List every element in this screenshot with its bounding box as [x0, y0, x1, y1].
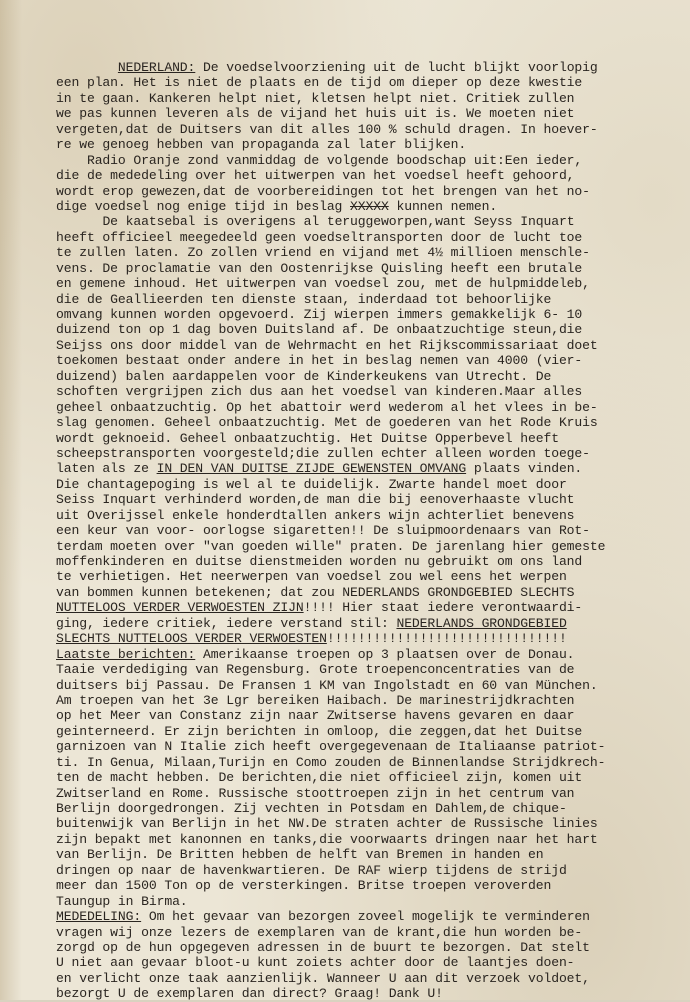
text-line — [56, 508, 660, 523]
text-segment: De voedselvoorziening uit de lucht blijkt voorlopig — [195, 60, 598, 75]
text-line — [56, 894, 660, 909]
text-segment: Taaie verdediging van Regensburg. Grote troepenconcentraties van de — [56, 662, 575, 678]
underlined-text: MEDEDELING: — [56, 909, 142, 925]
text-segment: te verhietigen. Het neerwerpen van voedsel zou wel eens het werpen — [56, 569, 567, 585]
text-segment: !!!!!!!!!!!!!!!!!!!!!!!!!!!!!!! — [326, 631, 567, 647]
text-line — [56, 600, 660, 615]
text-line — [56, 569, 660, 584]
text-line — [56, 292, 660, 307]
text-segment: duizend ton op 1 dag boven Duitsland af. De onbaatzuchtige steun,die — [56, 322, 583, 338]
text-segment: bezorgt U de exemplaren dan direct? Graag! Dank U! — [56, 986, 443, 1002]
text-line — [56, 955, 660, 970]
text-segment: ten de macht hebben. De berichten,die niet officieel zijn, komen uit — [56, 770, 583, 786]
text-segment: en verlicht onze taak aanzienlijk. Wanneer U aan dit verzoek voldoet, — [56, 970, 590, 986]
text-segment: van Berlijn. De Britten hebben de helft van Bremen in handen en — [56, 847, 544, 863]
document-body — [56, 60, 660, 1002]
text-segment: wordt erop gewezen,dat de voorbereidingen tot het brengen van het no- — [56, 183, 590, 199]
text-line — [56, 678, 660, 693]
text-segment: ti. In Genua, Milaan,Turijn en Como zouden de Binnenlandse Strijdkrech- — [56, 754, 606, 770]
text-line — [56, 369, 660, 384]
text-segment: !!!! Hier staat iedere verontwaardi- — [303, 600, 583, 616]
text-segment: dige voedsel nog enige tijd in beslag — [56, 198, 351, 214]
text-line — [56, 415, 660, 430]
text-segment: we pas kunnen leveren als de vijand het huis uit is. We moeten niet — [56, 106, 575, 122]
text-segment: terdam moeten over "van goeden wille" praten. De jarenlang hier gemeste — [56, 538, 606, 554]
text-segment: duitsers bij Passau. De Fransen 1 KM van Ingolstadt en 60 van München. — [56, 677, 598, 693]
text-line — [56, 539, 660, 554]
text-segment: in te gaan. Kankeren helpt niet, kletsen helpt niet. Critiek zullen — [56, 90, 575, 106]
text-segment: dringen op naar de havenkwartieren. De RAF wierp tijdens de strijd — [56, 862, 567, 878]
text-segment: Berlijn doorgedrongen. Zij vechten in Potsdam en Dahlem,de chique- — [56, 801, 567, 816]
text-line — [56, 523, 660, 538]
underlined-text: Laatste berichten: — [56, 646, 196, 662]
text-line — [56, 245, 660, 260]
text-segment: en gemene inhoud. Het uitwerpen van voedsel zou, met de hulpmiddeleb, — [56, 276, 590, 292]
text-line — [56, 693, 660, 708]
text-line — [56, 878, 660, 893]
text-segment: die de mededeling over het uitwerpen van het voedsel heeft gehoord, — [56, 168, 575, 184]
text-segment: uit Overijssel enkele honderdtallen ankers wijn achterliet benevens — [56, 507, 575, 523]
text-line — [56, 647, 660, 662]
text-segment: te zullen laten. Zo zollen vriend en vijand met 4½ millioen menschle- — [56, 245, 590, 261]
text-segment: Zwitserland en Rome. Russische stoottroepen zijn in het centrum van — [56, 785, 575, 801]
text-line — [56, 446, 660, 461]
text-segment: duizend) balen aardappelen voor de Kinderkeukens van Utrecht. De — [56, 368, 552, 384]
text-segment: geheel onbaatzuchtig. Op het abattoir werd wederom al het vlees in be- — [56, 399, 598, 415]
text-line — [56, 786, 660, 801]
text-line — [56, 816, 660, 831]
text-segment: een plan. Het is niet de plaats en de tijd om dieper op deze kwestie — [56, 75, 583, 91]
text-segment: re we genoeg hebben van propaganda zal later blijken. — [56, 137, 467, 153]
text-segment: U niet aan gevaar bloot-u kunt zoiets achter door de laantjes doen- — [56, 955, 575, 971]
text-segment: omvang kunnen worden opgevoerd. Zij wierpen immers gemakkelijk 6- 10 — [56, 307, 583, 322]
text-segment: buitenwijk van Berlijn in het NW.De straten achter de Russische linies — [56, 816, 598, 832]
text-line — [56, 400, 660, 415]
text-segment: De kaatsebal is overigens al teruggeworpen,want Seyss Inquart — [102, 214, 575, 230]
text-line — [56, 739, 660, 754]
text-segment: zorgd op de hun opgegeven adressen in de buurt te bezorgen. Dat stelt — [56, 939, 590, 955]
text-segment: meer dan 1500 Ton op de versterkingen. Britse troepen veroverden — [56, 878, 552, 894]
text-segment: vergeten,dat de Duitsers van dit alles 100 % schuld dragen. In hoever- — [56, 121, 598, 137]
text-line — [56, 631, 660, 646]
text-segment: een keur van voor- oorlogse sigaretten!! De sluipmoordenaars van Rot- — [56, 523, 590, 539]
text-line — [56, 554, 660, 569]
underlined-text: NUTTELOOS VERDER VERWOESTEN ZIJN — [56, 600, 304, 616]
text-line — [56, 662, 660, 677]
text-line — [56, 847, 660, 862]
text-segment: laten als ze — [56, 461, 157, 477]
text-line — [56, 322, 660, 337]
text-line — [56, 708, 660, 723]
text-line — [56, 492, 660, 507]
text-segment: garnizoen van N Italie zich heeft overgegevenaan de Italiaanse patriot- — [56, 739, 606, 755]
text-line — [56, 477, 660, 492]
text-line — [56, 122, 660, 137]
text-segment: vragen wij onze lezers de exemplaren van de krant,die hun worden be- — [56, 924, 583, 940]
text-line — [56, 971, 660, 986]
text-line — [56, 770, 660, 785]
text-line — [56, 431, 660, 446]
struck-text: XXXXX — [350, 198, 389, 214]
text-line — [56, 384, 660, 399]
text-line — [56, 230, 660, 245]
text-line — [56, 276, 660, 291]
text-line — [56, 616, 660, 631]
text-line — [56, 724, 660, 739]
text-segment: van bommen kunnen betekenen; dat zou NEDERLANDS GRONDGEBIED SLECHTS — [56, 584, 575, 600]
text-segment: vens. De proclamatie van den Oostenrijkse Quisling heeft een brutale — [56, 260, 583, 276]
text-segment: schoften vergrijpen zich dus aan het voedsel van kinderen.Maar alles — [56, 384, 583, 400]
text-segment: ging, iedere critiek, iedere verstand stil: — [56, 615, 397, 631]
text-segment: Om het gevaar van bezorgen zoveel mogelijk te verminderen — [141, 909, 590, 925]
underlined-text: NEDERLAND: — [117, 60, 196, 75]
text-line — [56, 940, 660, 955]
underlined-text: IN DEN VAN DUITSE ZIJDE GEWENSTEN OMVANG — [156, 461, 467, 477]
text-line — [56, 338, 660, 353]
text-segment: moffenkinderen en duitse dienstmeiden worden nu gebruikt om ons land — [56, 554, 583, 569]
text-segment: wordt geknoeid. Geheel onbaatzuchtig. Het Duitse Opperbevel heeft — [56, 430, 559, 446]
text-line — [56, 755, 660, 770]
text-segment: kunnen nemen. — [388, 198, 498, 214]
text-segment: zijn bepakt met kanonnen en tanks,die voorwaarts dringen naar het hart — [56, 831, 598, 847]
text-segment: Taungup in Birma. — [56, 893, 188, 909]
text-line — [56, 353, 660, 368]
text-line — [56, 832, 660, 847]
text-segment: Seijss ons door middel van de Wehrmacht en het Rijkscommissariaat doet — [56, 337, 598, 353]
text-line — [56, 91, 660, 106]
text-segment: Radio Oranje zond vanmiddag de volgende boodschap uit:Een ieder, — [86, 152, 583, 168]
text-line — [56, 199, 660, 214]
text-line — [56, 909, 660, 924]
text-line — [56, 986, 660, 1001]
text-segment: toekomen bestaat onder andere in het in beslag nemen van 4000 (vier- — [56, 353, 583, 369]
underlined-text: SLECHTS NUTTELOOS VERDER VERWOESTEN — [56, 631, 327, 647]
text-segment: op het Meer van Constanz zijn naar Zwitserse havens gevaren en daar — [56, 708, 575, 724]
text-segment: die de Geallieerden ten dienste staan, inderdaad tot behoorlijke — [56, 291, 552, 307]
text-line — [56, 214, 660, 229]
text-line — [56, 168, 660, 183]
text-line — [56, 863, 660, 878]
text-line — [56, 106, 660, 121]
text-line — [56, 153, 660, 168]
text-segment: plaats vinden. — [466, 461, 583, 477]
text-line — [56, 307, 660, 322]
underlined-text: NEDERLANDS GRONDGEBIED — [396, 615, 567, 631]
text-segment: geinterneerd. Er zijn berichten in omloop, die zeggen,dat het Duitse — [56, 723, 583, 739]
text-segment: Seiss Inquart verhinderd worden,de man die bij eenoverhaaste vlucht — [56, 492, 575, 508]
text-line — [56, 184, 660, 199]
text-line — [56, 75, 660, 90]
text-segment: heeft officieel meegedeeld geen voedseltransporten door de lucht toe — [56, 229, 583, 245]
text-segment: slag genomen. Geheel onbaatzuchtig. Met de goederen van het Rode Kruis — [56, 415, 598, 431]
text-line — [56, 261, 660, 276]
text-line — [56, 801, 660, 816]
text-line — [56, 461, 660, 476]
text-line — [56, 925, 660, 940]
text-segment: Amerikaanse troepen op 3 plaatsen over de Donau. — [195, 646, 575, 662]
text-line — [56, 585, 660, 600]
text-segment: scheepstransporten voorgesteld;die zullen echter alleen worden toege- — [56, 445, 590, 461]
text-segment: Die chantagepoging is wel al te duidelijk. Zwarte handel moet door — [56, 476, 567, 492]
text-line — [56, 137, 660, 152]
text-line — [56, 60, 660, 75]
text-segment: Am troepen van het 3e Lgr bereiken Haibach. De marinestrijdkrachten — [56, 692, 575, 708]
